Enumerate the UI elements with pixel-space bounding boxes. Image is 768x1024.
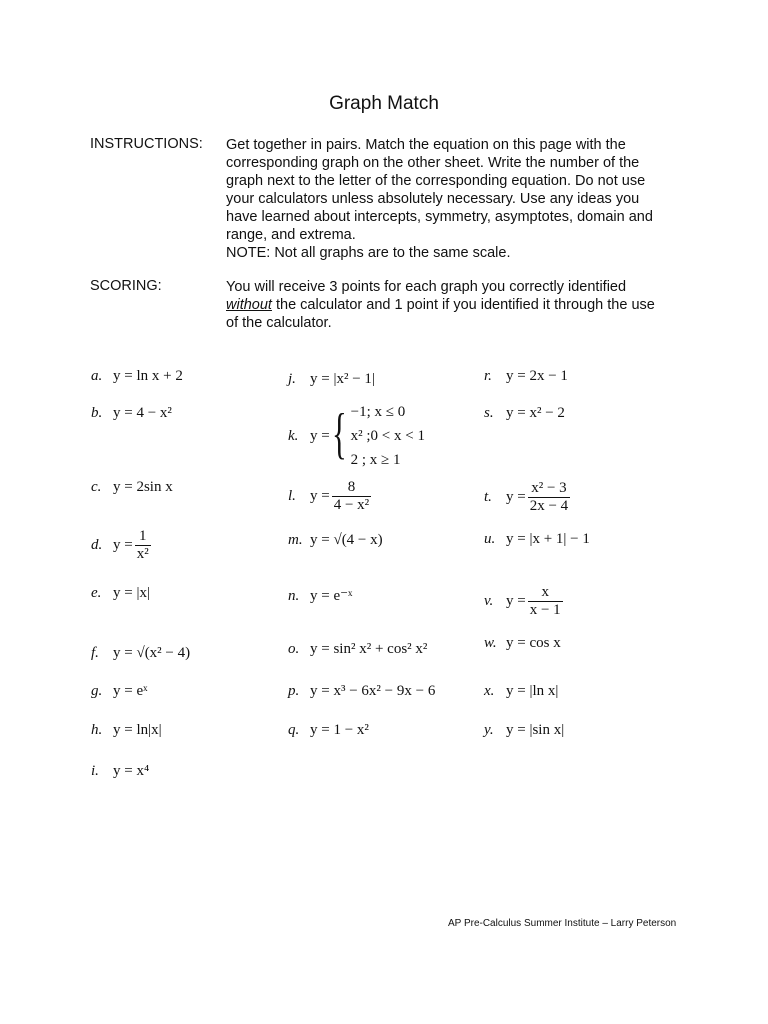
instructions-line: Get together in pairs. Match the equation on this page with the: [226, 137, 626, 153]
brace-icon: {: [331, 403, 347, 465]
equation-j: j. y = |x² − 1|: [288, 371, 375, 387]
equation-v: v. y = $\frac{x}{x - 1}$: [484, 584, 561, 618]
equation-o: o. y = sin² x² + cos² x²: [288, 641, 428, 657]
equation-h: h. y = ln|x|: [91, 722, 162, 738]
fraction: $\frac{1}{\text{x²}}$: [136, 528, 149, 562]
equation-k: k. y = { −1; x ≤ 0 x² ;0 < x < 1 2 ; x ≥ 1: [288, 400, 425, 472]
instructions-line: your calculators unless absolutely necessary. Use any ideas you: [226, 191, 640, 207]
equation-q: q. y = 1 − x²: [288, 722, 369, 738]
equation-p: p. y = x³ − 6x² − 9x − 6: [288, 683, 436, 699]
equation-m: m. y = √(4 − x): [288, 532, 383, 548]
scoring-emphasis: without: [226, 297, 272, 313]
equation-u: u. y = |x + 1| − 1: [484, 531, 590, 547]
equation-w: w. y = cos x: [484, 635, 561, 651]
piecewise-cases: −1; x ≤ 0 x² ;0 < x < 1 2 ; x ≥ 1: [350, 404, 425, 468]
instructions-line: range, and extrema.: [226, 227, 356, 243]
equation-i: i. y = x⁴: [91, 763, 150, 779]
equation-g: g. y = eˣ: [91, 683, 148, 699]
equation-t: t. y = $\frac{\text{x² − 3}}{2x - 4}$: [484, 480, 569, 514]
fraction: $\frac{x}{x - 1}$: [529, 584, 561, 618]
footer-credit: AP Pre-Calculus Summer Institute – Larry Peterson: [448, 918, 677, 929]
scoring-text: [226, 278, 686, 332]
equation-r: r. y = 2x − 1: [484, 368, 568, 384]
equation-b: b. y = 4 − x²: [91, 405, 172, 421]
equation-d: d. y = $\frac{1}{\text{x²}}$: [91, 528, 149, 562]
instructions-text: [226, 136, 686, 262]
fraction: $\frac{\text{x² − 3}}{2x - 4}$: [529, 480, 569, 514]
scoring-line: [226, 296, 686, 314]
instructions-line: graph next to the letter of the corresponding equation. Do not use: [226, 173, 646, 189]
scoring-label: SCORING:: [90, 278, 162, 294]
instructions-label: INSTRUCTIONS:: [90, 136, 203, 152]
equation-s: s. y = x² − 2: [484, 405, 565, 421]
equation-c: c. y = 2sin x: [91, 479, 173, 495]
equation-n: n. y = e⁻ˣ: [288, 588, 353, 604]
equation-f: f. y = √(x² − 4): [91, 645, 191, 661]
scoring-line-rest: the calculator and 1 point if you identified it through the use: [271, 297, 655, 313]
equation-e: e. y = |x|: [91, 585, 150, 601]
instructions-line: NOTE: Not all graphs are to the same scale.: [226, 245, 511, 261]
page-title: Graph Match: [329, 93, 439, 114]
instructions-line: have learned about intercepts, symmetry, asymptotes, domain and: [226, 209, 653, 225]
equation-x: x. y = |ln x|: [484, 683, 559, 699]
equation-l: l. y = $\frac{8}{\text{4 − x²}}$: [288, 479, 370, 513]
scoring-line: You will receive 3 points for each graph you correctly identified: [226, 279, 627, 295]
instructions-line: corresponding graph on the other sheet. Write the number of the: [226, 155, 640, 171]
fraction: $\frac{8}{\text{4 − x²}}$: [333, 479, 370, 513]
equation-a: a. y = ln x + 2: [91, 368, 183, 384]
scoring-line: of the calculator.: [226, 315, 332, 331]
equation-y: y. y = |sin x|: [484, 722, 565, 738]
